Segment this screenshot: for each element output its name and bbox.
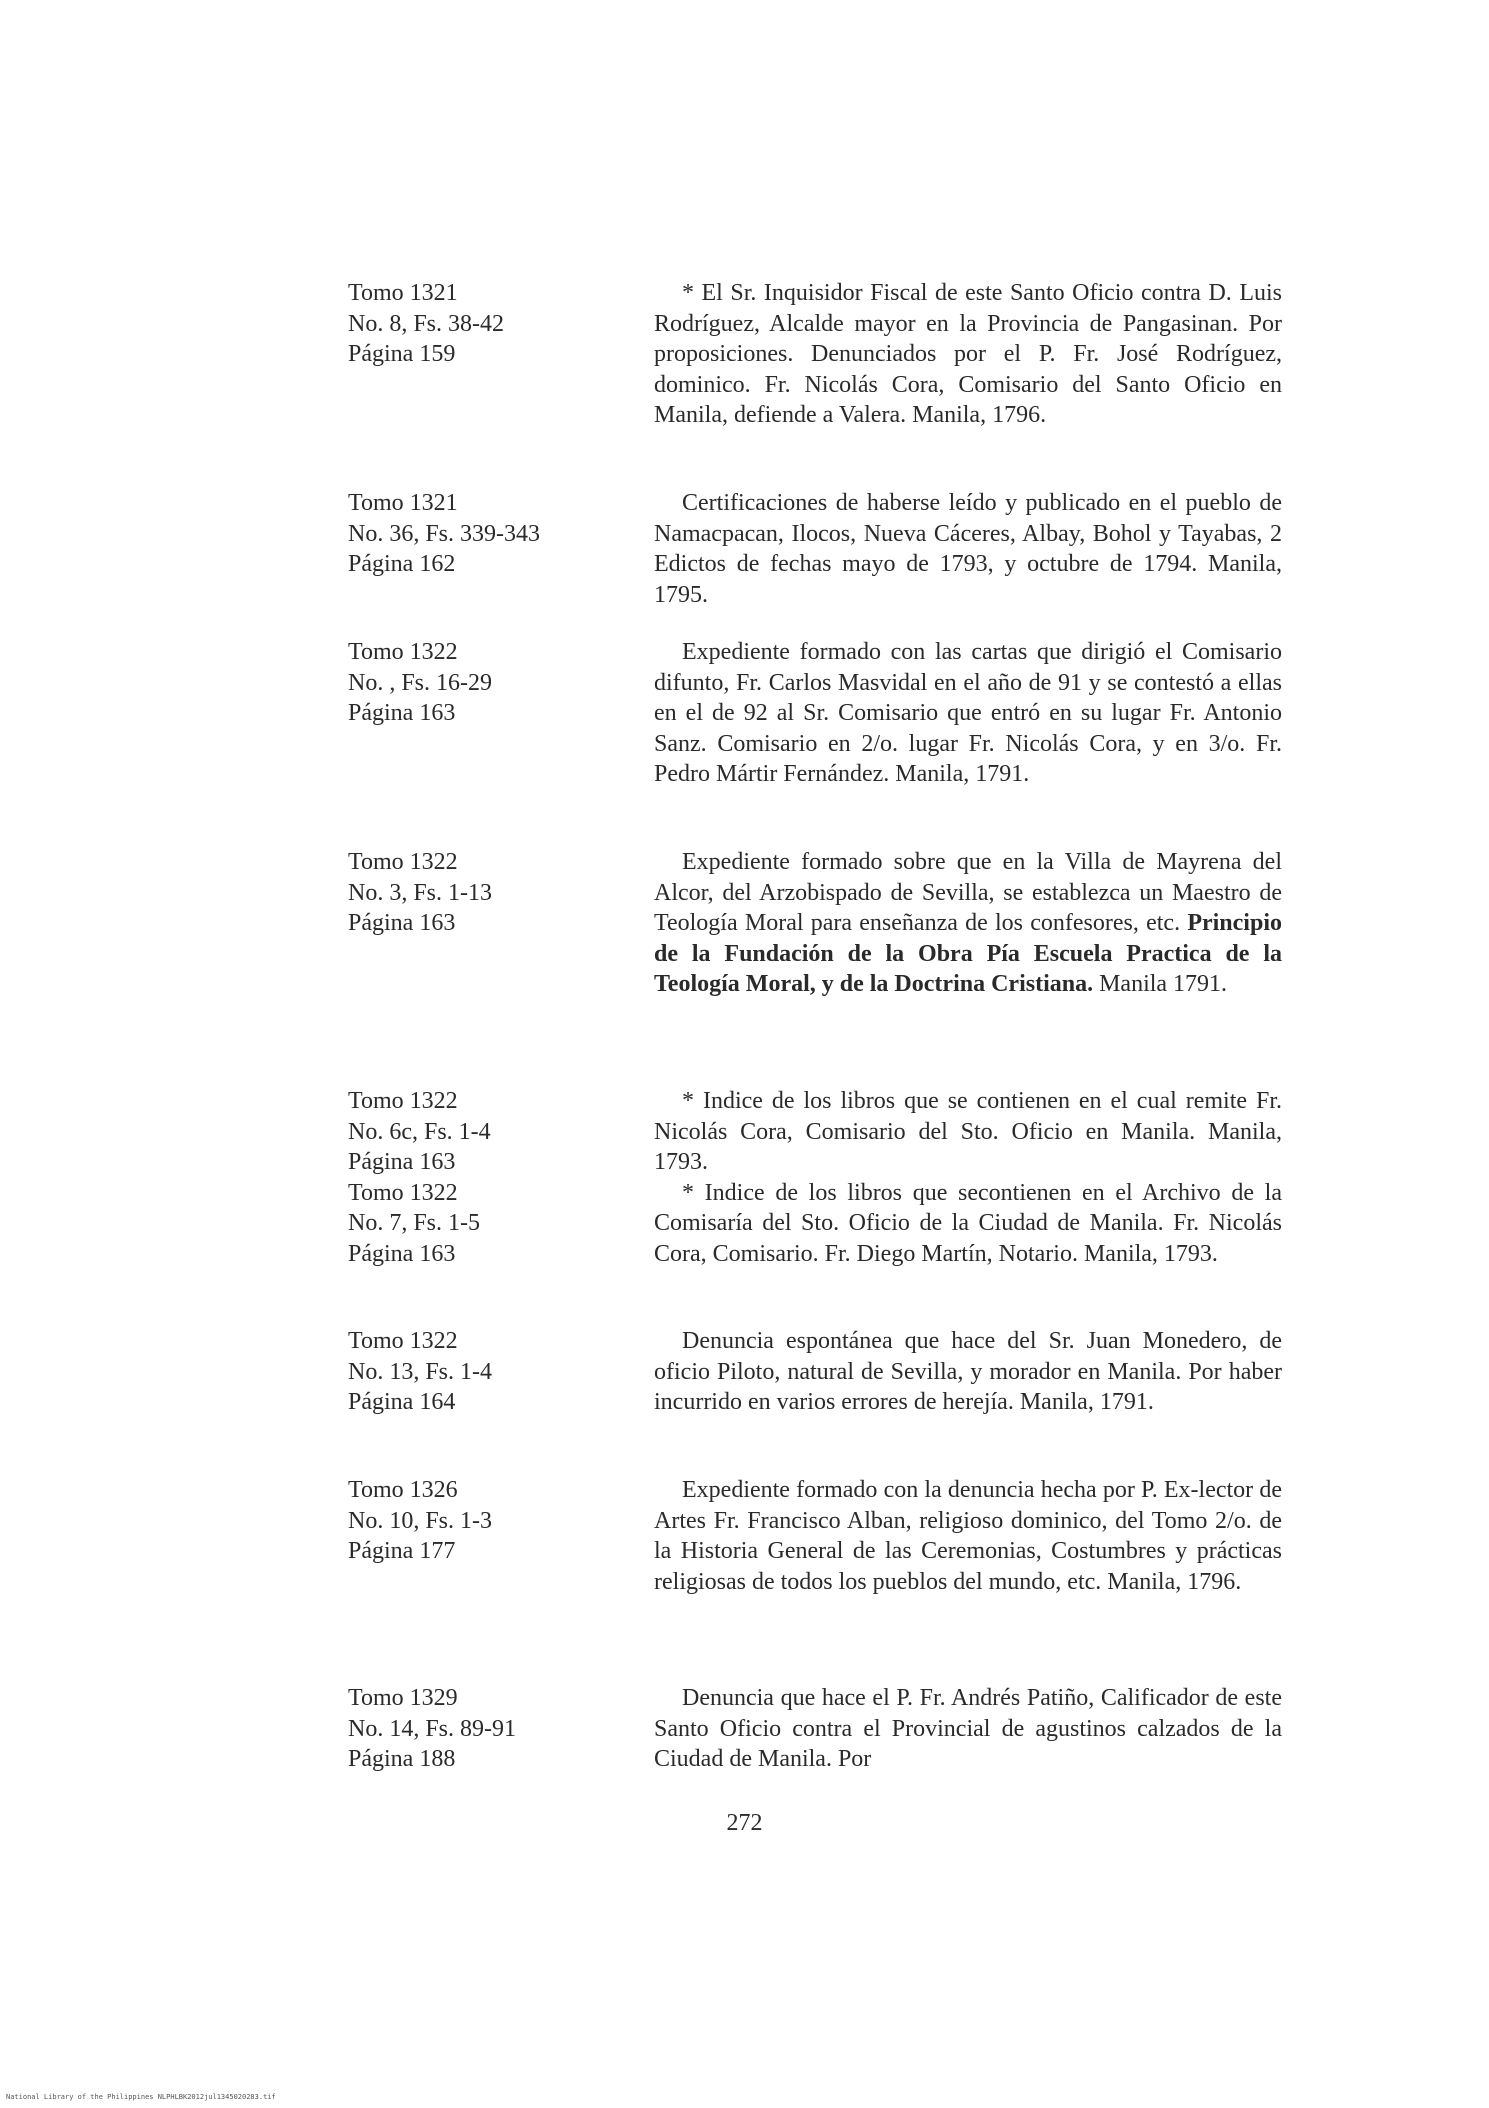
page-number: 272 [726,1810,763,1836]
volume-line: Tomo 1322 [348,1328,458,1354]
page-line: Página 163 [348,1240,456,1267]
entry-reference [348,1326,648,1418]
entry-reference [348,847,648,939]
entry-description [654,1475,1282,1597]
folio-line: No. 7, Fs. 1-5 [348,1210,481,1236]
entry-reference [348,1683,648,1775]
folio-line: No. , Fs. 16-29 [348,669,493,696]
description-paragraph: Certificaciones de haberse leído y publicado en el pueblo de Namacpacan, Ilocos, Nueva Cáceres, Albay, Bohol y Tayabas, 2 Edictos de fechas mayo de 1793, y octubre de 1794. Manila, 1795. [654,490,1282,608]
volume-line: Tomo 1321 [348,490,458,516]
bold-title: Principio de la Fundación de la Obra Pía Escuela Practica de la Teología Moral, y de la Doctrina Cristiana. [654,910,1282,997]
entry-description [654,1326,1282,1418]
volume-line: Tomo 1322 [348,1088,458,1114]
volume-line: Tomo 1322 [348,1179,458,1206]
page-line: Página 163 [348,910,456,936]
description-paragraph: Expediente formado con las cartas que dirigió el Comisario difunto, Fr. Carlos Masvidal en el año de 91 y se contestó a ellas en el de 92 al Sr. Comisario que entró en su lugar Fr. Antonio Sanz. Comisario en 2/o. lugar Fr. Nicolás Cora, y en 3/o. Fr. Pedro Mártir Fernández. Manila, 1791. [654,639,1282,787]
volume-line: Tomo 1322 [348,639,458,665]
entry-reference [348,637,648,729]
folio-line: No. 36, Fs. 339-343 [348,520,541,547]
page-line: Página 164 [348,1389,456,1415]
folio-line: No. 8, Fs. 38-42 [348,310,505,337]
entry-description [654,1683,1282,1775]
scan-footer: National Library of the Philippines NLPHLBK2012jul1345020283.tif [6,2093,276,2101]
entry-description [654,278,1282,431]
folio-line: No. 6c, Fs. 1-4 [348,1118,491,1145]
description-paragraph: Expediente formado sobre que en la Villa de Mayrena del Alcor, del Arzobispado de Sevilla, se establezca un Maestro de Teología Moral para enseñanza de los confesores, etc. Principio de la Fundación de la Obra Pía Escuela Practica de la Teología Moral, y de la Doctrina Cristiana. Manila 1791. [654,849,1282,997]
page-line: Página 177 [348,1538,456,1564]
page-line: Página 188 [348,1746,456,1772]
page-line: Página 163 [348,1149,456,1175]
entry-reference [348,488,648,580]
entry-description [654,488,1282,610]
description-paragraph: * Indice de los libros que secontienen en el Archivo de la Comisaría del Sto. Oficio de la Ciudad de Manila. Fr. Nicolás Cora, Comisario. Fr. Diego Martín, Notario. Manila, 1793. [654,1179,1282,1267]
description-paragraph: * El Sr. Inquisidor Fiscal de este Santo Oficio contra D. Luis Rodríguez, Alcalde mayor en la Provincia de Pangasinan. Por proposiciones. Denunciados por el P. Fr. José Rodríguez, dominico. Fr. Nicolás Cora, Comisario del Santo Oficio en Manila, defiende a Valera. Manila, 1796. [654,280,1282,428]
entry-reference [348,1086,648,1269]
description-paragraph: * Indice de los libros que se contienen en el cual remite Fr. Nicolás Cora, Comisario del Sto. Oficio en Manila. Manila, 1793. [654,1088,1282,1175]
folio-line: No. 3, Fs. 1-13 [348,879,493,906]
volume-line: Tomo 1322 [348,849,458,875]
entry-description [654,637,1282,790]
page-line: Página 163 [348,700,456,726]
page-line: Página 162 [348,551,456,577]
volume-line: Tomo 1321 [348,280,458,306]
entry-reference [348,278,648,370]
folio-line: No. 13, Fs. 1-4 [348,1358,493,1385]
volume-line: Tomo 1329 [348,1685,458,1711]
folio-line: No. 14, Fs. 89-91 [348,1715,517,1742]
page-line: Página 159 [348,341,456,367]
description-paragraph: Expediente formado con la denuncia hecha por P. Ex-lector de Artes Fr. Francisco Alban, religioso dominico, del Tomo 2/o. de la Historia General de las Ceremonias, Costumbres y prácticas religiosas de todos los pueblos del mundo, etc. Manila, 1796. [654,1477,1282,1595]
entry-description [654,1086,1282,1269]
folio-line: No. 10, Fs. 1-3 [348,1507,493,1534]
volume-line: Tomo 1326 [348,1477,458,1503]
description-paragraph: Denuncia espontánea que hace del Sr. Juan Monedero, de oficio Piloto, natural de Sevilla, y morador en Manila. Por haber incurrido en varios errores de herejía. Manila, 1791. [654,1328,1282,1415]
entry-reference [348,1475,648,1567]
description-paragraph: Denuncia que hace el P. Fr. Andrés Patiño, Calificador de este Santo Oficio contra el Provincial de agustinos calzados de la Ciudad de Manila. Por [654,1685,1282,1772]
entry-description [654,847,1282,1000]
